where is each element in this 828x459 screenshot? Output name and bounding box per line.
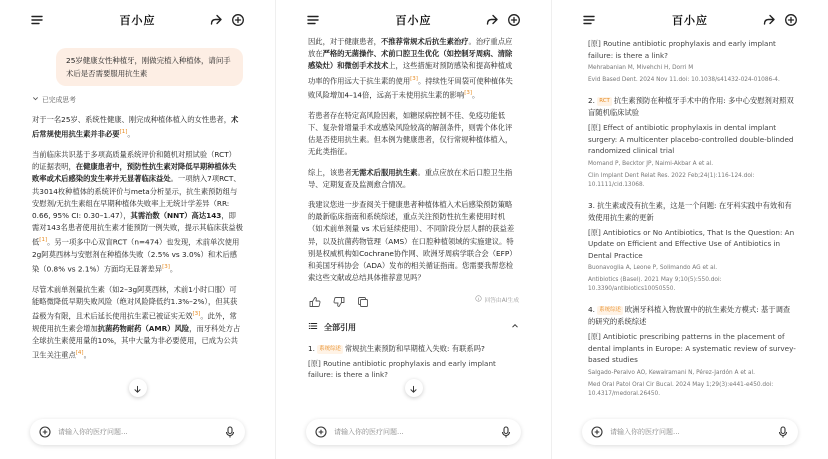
- text: 。此外，常规使用抗生素会增加: [32, 311, 237, 333]
- citation-link[interactable]: [3]: [192, 311, 201, 318]
- app-title: 百小应: [119, 14, 156, 27]
- text: 。另一项多中心双盲RCT（n=474）也发现，术前单次使用2g阿莫西林与安慰剂在种植体失败（2.5% vs 3.0%）和术后感染（0.8% vs 2.1%）方面均无显著差异: [32, 237, 240, 274]
- reference-original-title: [原] Routine antibiotic prophylaxis and early implant failure: is there a link?: [588, 39, 776, 60]
- thumb-down-icon[interactable]: [332, 295, 346, 309]
- chevron-up-icon[interactable]: [511, 322, 519, 334]
- reference-authors: Salgado-Peralvo AO, Kewalramani N, Pérez-Jardón A et al.: [588, 369, 756, 376]
- reference-journal: Evid Based Dent. 2024 Nov 11.doi: 10.1038/s41432-024-01086-4.: [588, 77, 780, 83]
- answer-paragraph-3: [32, 284, 243, 362]
- text: 。治疗重点应放在: [308, 37, 513, 59]
- plus-icon[interactable]: [590, 425, 604, 439]
- reference-tag: RCT: [599, 98, 610, 104]
- arrow-down-icon: [409, 379, 418, 398]
- reference-number: 2.: [588, 96, 595, 105]
- reference-title: 抗生素预防在种植牙手术中的作用: 多中心安慰剂对照双盲随机临床试验: [588, 96, 794, 117]
- scroll-down-button[interactable]: [405, 379, 423, 397]
- text: 综上，该患者: [308, 167, 352, 177]
- citation-link[interactable]: [3]: [162, 264, 170, 271]
- menu-icon[interactable]: [582, 13, 596, 27]
- reference-journal: Antibiotics (Basel). 2021 May 9;10(5):550.doi: 10.3390/antibiotics10050550.: [588, 277, 722, 292]
- ai-note-text: 回答由AI生成: [484, 298, 519, 305]
- answer-paragraph-4: [308, 36, 519, 102]
- share-icon[interactable]: [762, 13, 776, 27]
- text-bold: 抗菌药物耐药（AMR）风险: [97, 323, 190, 333]
- app-title: 百小应: [672, 14, 708, 27]
- reference-journal: Med Oral Patol Oral Cir Bucal. 2024 May 1;29(3):e441-e450.doi: 10.4317/medoral.26450.: [588, 381, 774, 397]
- thinking-label: 已完成思考: [42, 96, 76, 104]
- answer-paragraph-2: [32, 149, 243, 276]
- plus-icon[interactable]: [314, 425, 328, 439]
- reference-original-title: [原] Effect of antibiotic prophylaxis in dental implant surgery: A multicenter placebo-controlled double-blinded randomized clinical trial: [588, 123, 794, 155]
- plus-icon[interactable]: [38, 425, 52, 439]
- screen-3: [552, 0, 828, 459]
- text-bold: 其需治数（NNT）高达143: [130, 211, 222, 221]
- chat-input-bar[interactable]: [30, 419, 245, 445]
- text-bold: 术后常规使用抗生素并非必要: [32, 115, 239, 139]
- reference-title: 欧洲牙科植入物放置中的抗生素处方模式: 基于调查的研究的系统综述: [588, 305, 791, 326]
- text: 上，这些措施对预防感染和提高种植成功率的作用远大于抗生素的使用: [308, 61, 513, 86]
- citation-link[interactable]: [3]: [464, 90, 473, 97]
- reference-journal: Clin Implant Dent Relat Res. 2022 Feb;24(1):116-124.doi: 10.1111/cid.13068.: [588, 172, 755, 188]
- screen-1: [0, 0, 276, 459]
- copy-icon[interactable]: [356, 295, 370, 309]
- share-icon[interactable]: [485, 13, 499, 27]
- screen-2: [276, 0, 552, 459]
- reference-number: 4.: [588, 305, 595, 314]
- info-icon: [475, 295, 482, 307]
- scroll-down-button[interactable]: [129, 379, 147, 397]
- text: 。重点应放在术后口腔卫生指导、定期复查及监测愈合情况。: [308, 167, 513, 189]
- text: 。: [169, 264, 178, 274]
- text-bold: 不推荐常规术后抗生素治疗: [380, 37, 469, 46]
- reference-authors: Mehrabanian M, Mivehchi H, Dorri M: [588, 65, 694, 71]
- share-icon[interactable]: [209, 13, 223, 27]
- top-bar: [552, 0, 828, 40]
- reference-item[interactable]: [588, 304, 796, 399]
- reference-title: 常规抗生素预防和早期植入失败: 有联系吗?: [344, 343, 485, 353]
- text: 。: [127, 129, 135, 139]
- reference-original-title: [原] Antibiotics or No Antibiotics, That Is the Question: An Update on Efficient and Effective Use of Antibiotics in Dental Practice: [588, 227, 795, 260]
- mic-icon[interactable]: [499, 425, 513, 439]
- answer-paragraph-6: [308, 167, 519, 191]
- answer-actions: [308, 295, 519, 309]
- chat-input-bar[interactable]: [582, 419, 798, 445]
- reference-tag: 系统综述: [319, 345, 341, 352]
- reference-item[interactable]: [308, 343, 519, 381]
- text: ，而牙科处方占全球抗生素使用量的10%，其中大量为非必要使用，已成为公共卫生关注重点: [32, 323, 241, 360]
- top-bar: [276, 0, 551, 40]
- text-bold: 严格的无菌操作、术前口腔卫生优化（如控制牙周病、清除感染灶）和微创手术技术: [308, 49, 513, 71]
- text: 。一项纳入7项RCT、共3014枚种植体的系统评价与meta分析显示，抗生素预防组与安慰剂/无抗生素组在早期种植体失败率上无统计学差异（RR: 0.66, 95% CI: 0.30–1.47），: [32, 174, 241, 221]
- chat-input[interactable]: 请输入你的医疗问题...: [610, 428, 680, 436]
- reference-item[interactable]: [588, 38, 796, 85]
- top-bar: [0, 0, 275, 40]
- citation-link[interactable]: [1]: [119, 129, 128, 136]
- chat-input-bar[interactable]: [306, 419, 521, 445]
- text: 当前临床共识基于多项高质量系统评价和随机对照试验（RCT）的证据表明，: [32, 150, 236, 172]
- text: ，即需对143名患者使用抗生素才能预防一例失败，提示其临床获益极低: [32, 211, 243, 247]
- reference-number: 1.: [308, 343, 315, 353]
- thinking-toggle[interactable]: [32, 94, 243, 106]
- menu-icon[interactable]: [306, 13, 320, 27]
- reference-authors: Buonavoglia A, Leone P, Solimando AG et al.: [588, 265, 718, 271]
- references-header[interactable]: [308, 321, 519, 335]
- chat-input[interactable]: 请输入你的医疗问题...: [58, 428, 128, 436]
- reference-title: 抗生素或没有抗生素，这是一个问题: 在牙科实践中有效和有效使用抗生素的更新: [588, 200, 792, 222]
- user-message: 25岁健康女性种植牙，刚做完植入种植体，请问手术后是否需要服用抗生素: [56, 48, 243, 86]
- reference-original-title: [原] Antibiotic prescribing patterns in the placement of dental implants in Europe: A systematic review of survey-based studies: [588, 332, 796, 364]
- citation-link[interactable]: [3]: [410, 75, 418, 82]
- answer-paragraph-1: [32, 114, 243, 141]
- text: 。: [472, 90, 480, 100]
- reference-original-title: [原] Routine antibiotic prophylaxis and early implant failure: is there a link?: [308, 358, 496, 380]
- text-bold: 无需术后服用抗生素: [351, 167, 418, 177]
- citation-link[interactable]: [1]: [39, 237, 48, 244]
- app-title: 百小应: [395, 14, 432, 27]
- mic-icon[interactable]: [776, 425, 790, 439]
- references-list: [552, 36, 828, 459]
- chat-input[interactable]: 请输入你的医疗问题...: [334, 428, 404, 436]
- list-icon: [308, 321, 318, 335]
- text: 因此，对于健康患者，: [308, 37, 381, 46]
- answer-paragraph-5: 若患者存在特定高风险因素，如糖尿病控制不佳、免疫功能低下、复杂骨增量手术或感染风险较高的解剖条件，则需个体化评估是否使用抗生素。但本例为健康患者，仅行常规种植体植入，无此类指征。: [308, 110, 513, 157]
- arrow-down-icon: [133, 379, 142, 398]
- reference-number: 3.: [588, 200, 595, 210]
- mic-icon[interactable]: [223, 425, 237, 439]
- new-chat-icon[interactable]: [507, 13, 521, 27]
- text: 尽管术前单剂量抗生素（如2–3g阿莫西林，术前1小时口服）可能略微降低早期失败风险（绝对风险降低约1.3%–2%），但其获益极为有限，且术后延长使用抗生素已被证实无效: [32, 284, 238, 321]
- new-chat-icon[interactable]: [784, 13, 798, 27]
- reference-item[interactable]: [588, 200, 796, 295]
- reference-authors: Momand P, Becktor JP, Naimi-Akbar A et al.: [588, 160, 714, 167]
- ai-generated-note: [475, 295, 519, 307]
- menu-icon[interactable]: [30, 13, 44, 27]
- answer-paragraph-7: 我建议您进一步查阅关于健康患者种植体植入术后感染预防策略的最新临床指南和系统综述，重点关注预防性抗生素使用时机（如术前单剂量 vs 术后延续使用）、不同阶段分层人群的获益差异，以及抗菌药物管理（AMS）在口腔种植领域的实施建议。特别是权威机构如Cochrane协作网、欧洲牙周病学联合会（EFP）和美国牙科协会（ADA）发布的相关循证指南。您需要我帮您检索这些文献或总结具体推荐意见吗？: [308, 200, 517, 283]
- reference-tag: 系统综述: [599, 307, 621, 313]
- chevron-down-icon: [32, 94, 39, 106]
- new-chat-icon[interactable]: [231, 13, 245, 27]
- text-bold: 在健康患者中，预防性抗生素对降低早期种植体失败率或术后感染的发生率并无显著临床益处: [32, 162, 237, 184]
- citation-link[interactable]: [4]: [75, 350, 84, 357]
- reference-item[interactable]: [588, 95, 796, 190]
- text: 。: [83, 350, 91, 360]
- text: 对于一名25岁、系统性健康、刚完成种植体植入的女性患者，: [32, 115, 232, 125]
- references-title: 全部引用: [324, 322, 356, 332]
- text: 。持续性牙周袋可使种植体失败风险增加4–14倍，远高于未使用抗生素的影响: [308, 76, 513, 100]
- thumb-up-icon[interactable]: [308, 295, 322, 309]
